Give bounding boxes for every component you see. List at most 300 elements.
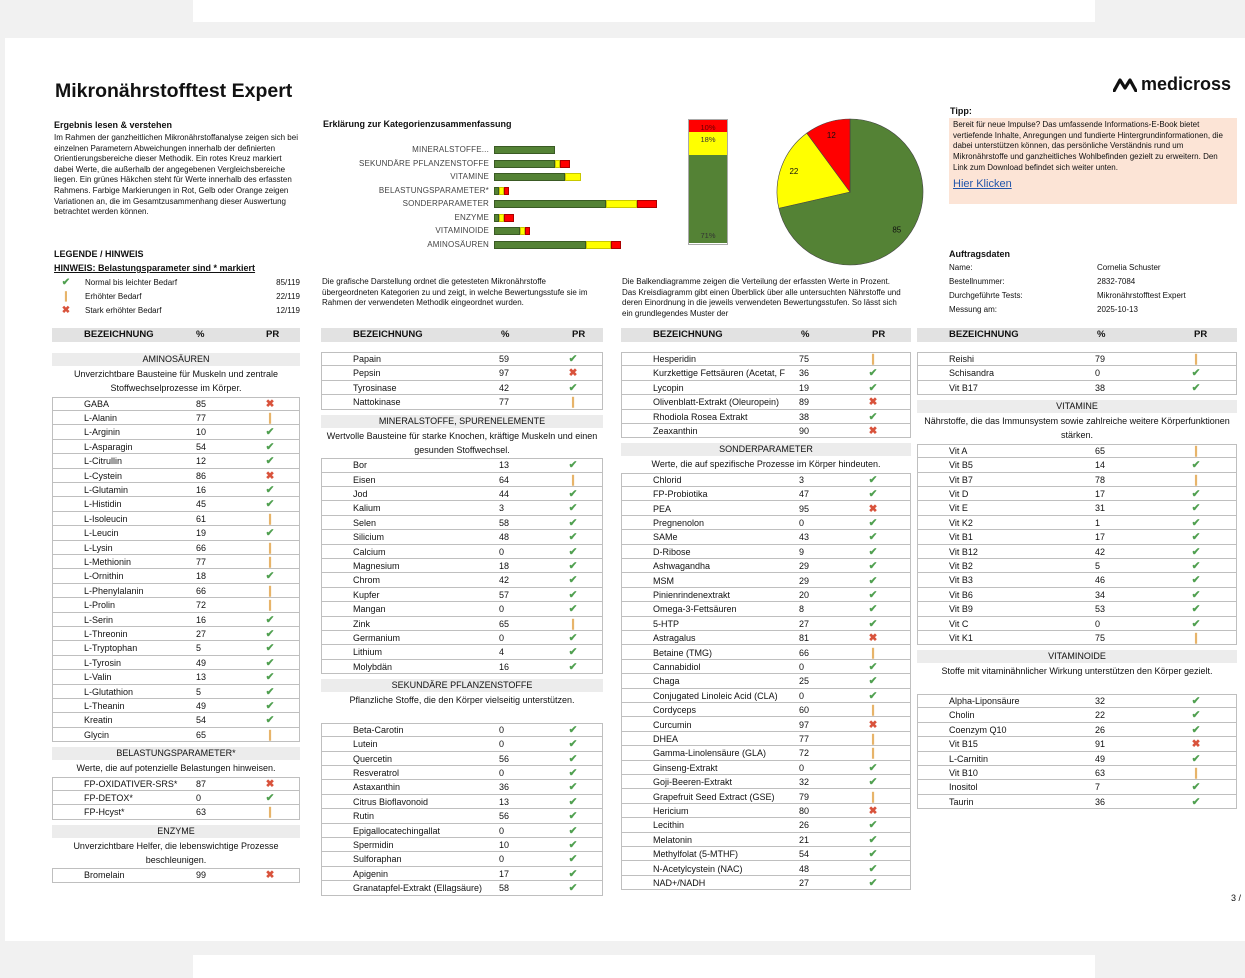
nutrient-name: Vit B5	[949, 460, 973, 471]
table-row	[52, 411, 300, 425]
check-icon: ✔	[1191, 781, 1201, 794]
check-icon: ✔	[868, 660, 878, 673]
nutrient-percent: 38	[799, 411, 810, 422]
bar-segment	[637, 200, 657, 208]
warning-icon: ❙	[868, 747, 878, 760]
nutrient-name: Eisen	[353, 474, 376, 485]
nutrient-percent: 49	[196, 701, 207, 711]
nutrient-name: Melatonin	[653, 834, 693, 845]
check-icon: ✔	[265, 440, 275, 453]
check-icon: ✔	[568, 723, 578, 736]
nutrient-name: Zink	[353, 618, 371, 629]
table-row	[621, 833, 911, 847]
bar-category-label: VITAMINOIDE	[435, 226, 489, 235]
nutrient-percent: 13	[499, 796, 510, 807]
warning-icon: ❙	[265, 541, 275, 554]
nutrient-name: L-Tyrosin	[84, 657, 122, 668]
check-icon: ✔	[868, 617, 878, 630]
cross-icon: ✖	[61, 305, 71, 316]
nutrient-name: Hericium	[653, 805, 689, 816]
nutrient-percent: 18	[196, 571, 207, 582]
table-row	[321, 780, 603, 794]
category-summary-description: Die grafische Darstellung ordnet die getesteten Mikronährstoffe übergeordneten Kategorien zu und zeigt, in welche Bewertungsstufe sie im Rahmen der verwendeten Methodik eingeordnet wurden.	[322, 277, 588, 308]
check-icon: ✔	[1191, 516, 1201, 529]
check-icon: ✔	[265, 685, 275, 698]
table-row	[917, 617, 1237, 631]
nutrient-name: L-Methionin	[84, 557, 132, 567]
check-icon: ✔	[868, 488, 878, 501]
table-row	[52, 598, 300, 612]
check-icon: ✔	[568, 632, 578, 644]
nutrient-name: L-Theanin	[84, 701, 125, 711]
nutrient-name: FP-DETOX*	[84, 792, 133, 803]
check-icon: ✔	[1191, 574, 1201, 587]
nutrient-name: Pregnenolon	[653, 517, 705, 528]
table-row	[52, 454, 300, 468]
nutrient-percent: 66	[196, 585, 207, 596]
nutrient-name: Calcium	[353, 546, 386, 557]
table-row	[621, 804, 911, 818]
table-header	[621, 328, 911, 342]
table-row	[917, 780, 1237, 794]
section-description: Stoffe mit vitaminähnlicher Wirkung unterstützen den Körper gezielt.	[941, 666, 1213, 677]
table-row	[621, 674, 911, 688]
nutrient-name: Ashwagandha	[653, 561, 711, 572]
nutrient-name: Mangan	[353, 604, 386, 615]
check-icon: ✔	[568, 767, 578, 779]
table-row	[321, 501, 603, 515]
tip-title: Tipp:	[950, 106, 972, 116]
nutrient-percent: 57	[499, 589, 510, 600]
check-icon: ✔	[265, 714, 275, 727]
legend-item	[54, 276, 300, 290]
table-row	[321, 473, 603, 487]
check-icon: ✔	[868, 588, 878, 601]
check-icon: ✔	[1191, 795, 1201, 808]
percentage-segment	[689, 120, 727, 132]
table-row	[52, 584, 300, 598]
nutrient-percent: 16	[196, 614, 207, 625]
table-row	[917, 631, 1237, 645]
check-icon: ✔	[1191, 617, 1201, 630]
nutrient-percent: 17	[1095, 532, 1106, 543]
nutrient-percent: 0	[499, 546, 505, 557]
warning-icon: ❙	[868, 353, 878, 365]
tip-box	[949, 118, 1237, 204]
order-key: Messung am:	[949, 305, 998, 314]
nutrient-percent: 54	[196, 715, 207, 726]
table-row	[52, 512, 300, 526]
legend-label: Erhöhter Bedarf	[85, 292, 142, 301]
check-icon: ✔	[868, 381, 878, 394]
percentage-label: 10%	[700, 123, 716, 132]
table-row	[917, 708, 1237, 722]
nutrient-percent: 0	[499, 854, 505, 865]
table-row	[917, 737, 1237, 751]
check-icon: ✔	[868, 545, 878, 558]
table-row	[321, 795, 603, 809]
nutrient-name: L-Ornithin	[84, 571, 124, 582]
nutrient-percent: 18	[499, 561, 510, 571]
nutrient-percent: 17	[499, 868, 510, 879]
check-icon: ✔	[265, 671, 275, 684]
check-icon: ✔	[568, 824, 578, 837]
nutrient-name: Vit B17	[949, 382, 978, 393]
nutrient-percent: 97	[499, 368, 510, 379]
table-row	[621, 545, 911, 559]
check-icon: ✔	[1191, 588, 1201, 601]
nutrient-percent: 10	[499, 840, 510, 850]
nutrient-percent: 0	[196, 792, 202, 803]
table-row	[621, 660, 911, 674]
check-icon: ✔	[868, 531, 878, 544]
table-row	[321, 752, 603, 766]
header-name: BEZEICHNUNG	[84, 329, 154, 340]
order-row	[949, 261, 1239, 275]
table-row	[321, 645, 603, 659]
warning-icon: ❙	[1191, 444, 1201, 457]
table-row	[321, 573, 603, 587]
legend-label: Normal bis leichter Bedarf	[85, 278, 178, 287]
nutrient-name: PEA	[653, 503, 672, 514]
table-row	[917, 501, 1237, 515]
order-value: Mikronährstofftest Expert	[1097, 291, 1186, 300]
table-row	[917, 366, 1237, 380]
nutrient-name: Conjugated Linoleic Acid (CLA)	[653, 690, 778, 701]
warning-icon: ❙	[265, 728, 275, 741]
nutrient-percent: 36	[499, 782, 510, 793]
table-row	[52, 425, 300, 439]
table-row	[52, 440, 300, 454]
check-icon: ✔	[265, 426, 275, 439]
nutrient-name: Olivenblatt-Extrakt (Oleuropein)	[653, 397, 780, 408]
nutrient-name: Lecithin	[653, 820, 685, 831]
nutrient-percent: 26	[799, 820, 810, 831]
nutrient-name: L-Glutathion	[84, 686, 134, 697]
check-icon: ✔	[1191, 545, 1201, 558]
nutrient-name: Cordyceps	[653, 705, 697, 716]
table-row	[52, 713, 300, 727]
nutrient-name: Astragalus	[653, 633, 696, 644]
check-icon: ✔	[568, 516, 578, 529]
percentage-segment	[689, 132, 727, 154]
nutrient-percent: 42	[499, 575, 510, 586]
nutrient-percent: 77	[196, 557, 207, 567]
check-icon: ✔	[568, 502, 578, 515]
nutrient-name: Resveratrol	[353, 768, 400, 778]
table-row	[621, 775, 911, 789]
check-icon: ✔	[265, 791, 275, 804]
cross-icon: ✖	[265, 397, 275, 410]
bar-segment	[494, 173, 565, 181]
table-row	[917, 766, 1237, 780]
table-row	[52, 641, 300, 655]
nutrient-percent: 45	[196, 499, 207, 510]
table-row	[52, 483, 300, 497]
nutrient-percent: 63	[1095, 768, 1106, 778]
nutrient-name: Gamma-Linolensäure (GLA)	[653, 748, 767, 759]
check-icon: ✔	[265, 613, 275, 626]
nutrient-percent: 66	[196, 542, 207, 553]
warning-icon: ❙	[868, 790, 878, 803]
check-icon: ✔	[265, 527, 275, 540]
table-row	[52, 541, 300, 555]
nutrient-name: SAMe	[653, 532, 678, 543]
check-icon: ✔	[868, 689, 878, 702]
nutrient-percent: 49	[1095, 753, 1106, 764]
nutrient-name: D-Ribose	[653, 546, 691, 557]
bar-segment	[504, 214, 514, 222]
nutrient-name: Magnesium	[353, 561, 400, 571]
nutrient-percent: 77	[799, 733, 810, 744]
nutrient-name: Quercetin	[353, 753, 393, 764]
nutrient-percent: 42	[1095, 546, 1106, 557]
nutrient-name: L-Histidin	[84, 499, 122, 510]
nutrient-percent: 49	[196, 657, 207, 668]
nutrient-name: Taurin	[949, 796, 974, 807]
nutrient-percent: 16	[499, 661, 510, 672]
nutrient-percent: 14	[1095, 460, 1106, 471]
nutrient-name: Inositol	[949, 782, 978, 793]
table-row	[321, 723, 603, 737]
order-row	[949, 275, 1239, 289]
table-header	[321, 328, 603, 342]
nutrient-percent: 87	[196, 778, 207, 789]
warning-icon: ❙	[1191, 632, 1201, 644]
nutrient-percent: 42	[499, 382, 510, 393]
nutrient-name: L-Threonin	[84, 629, 128, 639]
table-row	[52, 656, 300, 670]
nutrient-percent: 85	[196, 398, 207, 409]
nutrient-name: Citrus Bioflavonoid	[353, 796, 429, 807]
cross-icon: ✖	[868, 804, 878, 817]
table-row	[321, 737, 603, 751]
table-row	[621, 366, 911, 380]
check-icon: ✔	[868, 574, 878, 587]
bar-segment	[586, 241, 612, 249]
table-row	[321, 852, 603, 866]
check-icon: ✔	[868, 410, 878, 423]
nutrient-name: Astaxanthin	[353, 782, 401, 793]
check-icon: ✔	[265, 642, 275, 655]
table-row	[621, 424, 911, 438]
check-icon: ✔	[1191, 502, 1201, 515]
nutrient-percent: 0	[1095, 618, 1101, 629]
nutrient-percent: 56	[499, 811, 510, 822]
nutrient-name: Germanium	[353, 633, 401, 643]
nutrient-name: Kalium	[353, 503, 381, 514]
nutrient-name: L-Valin	[84, 672, 112, 683]
check-icon: ✔	[265, 656, 275, 669]
nutrient-percent: 5	[196, 686, 202, 697]
order-value: 2832-7084	[1097, 277, 1136, 286]
pie-value-label: 22	[789, 167, 799, 177]
nutrient-name: L-Leucin	[84, 528, 119, 539]
check-icon: ✔	[568, 560, 578, 572]
nutrient-percent: 21	[799, 834, 810, 845]
nutrient-name: Silicium	[353, 532, 385, 543]
nutrient-percent: 27	[799, 618, 810, 629]
nutrient-percent: 1	[1095, 517, 1101, 528]
tip-text: Bereit für neue Impulse? Das umfassende Informations-E-Book bietet vertiefende Inhalte, Anregungen und fundierte Hintergrundinformationen, die dabei unterstützen können, das persönliche Verständnis rund um Mikronährstoffe und ganzheitliches Wohlbefinden gezielt zu erweitern. Den Link zum Download befindet sich weiter unten.	[953, 120, 1223, 172]
nutrient-name: Apigenin	[353, 868, 389, 879]
nutrient-name: Hesperidin	[653, 354, 697, 364]
nutrient-percent: 32	[799, 777, 810, 788]
check-icon: ✔	[1191, 531, 1201, 544]
table-row	[621, 790, 911, 804]
section-description: Unverzichtbare Helfer, die lebenswichtige Prozesse beschleunigen.	[73, 840, 279, 865]
nutrient-name: Tyrosinase	[353, 382, 397, 393]
bar-segment	[525, 227, 530, 235]
table-row	[621, 602, 911, 616]
header-pr: PR	[572, 329, 586, 340]
table-row	[917, 530, 1237, 544]
nutrient-percent: 5	[196, 643, 202, 654]
nutrient-name: Chaga	[653, 676, 680, 687]
section-title: ENZYME	[52, 825, 300, 838]
table-row	[621, 818, 911, 832]
cross-icon: ✖	[265, 469, 275, 482]
nutrient-name: Kreatin	[84, 715, 113, 726]
table-row	[52, 670, 300, 684]
nutrient-percent: 8	[799, 604, 805, 615]
check-icon: ✔	[1191, 488, 1201, 500]
section-title: AMINOSÄUREN	[52, 353, 300, 366]
nutrient-percent: 13	[196, 672, 207, 683]
percentage-label: 71%	[700, 230, 716, 240]
nutrient-name: Granatapfel-Extrakt (Ellagsäure)	[353, 883, 483, 894]
nutrient-percent: 36	[1095, 796, 1106, 807]
table-row	[917, 559, 1237, 573]
table-row	[621, 516, 911, 530]
table-row	[321, 516, 603, 530]
nutrient-name: L-Phenylalanin	[84, 585, 144, 596]
warning-icon: ❙	[868, 732, 878, 745]
check-icon: ✔	[265, 498, 275, 511]
table-row	[621, 689, 911, 703]
table-header	[917, 328, 1237, 342]
nutrient-name: NAD+/NADH	[653, 877, 706, 888]
nutrient-percent: 44	[499, 489, 510, 499]
check-icon: ✔	[868, 675, 878, 688]
table-row	[621, 718, 911, 732]
table-row	[321, 588, 603, 602]
nutrient-name: L-Lysin	[84, 542, 113, 553]
ebook-download-link[interactable]: Hier Klicken	[953, 177, 1012, 190]
table-row	[917, 723, 1237, 737]
table-row	[52, 728, 300, 742]
table-row	[321, 458, 603, 472]
previous-page-edge	[193, 0, 1095, 22]
header-pr: PR	[266, 329, 280, 340]
nutrient-percent: 0	[799, 661, 805, 672]
cross-icon: ✖	[868, 502, 878, 515]
table-row	[321, 867, 603, 881]
check-icon: ✔	[568, 660, 578, 673]
warning-icon: ❙	[568, 396, 578, 409]
check-icon: ✔	[868, 560, 878, 573]
legend-item	[54, 304, 300, 318]
nutrient-percent: 75	[799, 354, 810, 364]
nutrient-name: Bor	[353, 460, 368, 471]
nutrient-percent: 4	[499, 647, 505, 658]
check-icon: ✔	[265, 484, 275, 496]
nutrient-percent: 29	[799, 575, 810, 586]
nutrient-percent: 0	[799, 762, 805, 773]
nutrient-percent: 72	[196, 600, 207, 611]
nutrient-name: Cholin	[949, 710, 975, 721]
table-row	[621, 876, 911, 890]
header-pr: PR	[1194, 329, 1208, 340]
nutrient-percent: 32	[1095, 696, 1106, 706]
bar-segment	[606, 200, 637, 208]
nutrient-percent: 79	[799, 791, 810, 802]
nutrient-percent: 48	[499, 532, 510, 543]
nutrient-percent: 79	[1095, 354, 1106, 364]
nutrient-name: L-Arginin	[84, 427, 121, 438]
table-row	[52, 805, 300, 819]
section-title: MINERALSTOFFE, SPURENELEMENTE	[321, 415, 603, 428]
check-icon: ✔	[568, 603, 578, 616]
table-row	[321, 559, 603, 573]
check-icon: ✔	[568, 459, 578, 472]
bar-segment	[494, 146, 555, 154]
warning-icon: ❙	[868, 646, 878, 659]
check-icon: ✔	[868, 761, 878, 774]
warning-icon: ❙	[265, 584, 275, 597]
table-row	[621, 732, 911, 746]
section-description: Nährstoffe, die das Immunsystem sowie zahlreiche weitere Körperfunktionen stärken.	[924, 416, 1230, 441]
table-row	[52, 791, 300, 805]
table-row	[917, 795, 1237, 809]
table-row	[621, 559, 911, 573]
nutrient-name: Cannabidiol	[653, 661, 701, 672]
nutrient-name: Epigallocatechingallat	[353, 825, 441, 836]
table-row	[621, 574, 911, 588]
check-icon: ✔	[568, 381, 578, 394]
nutrient-percent: 19	[196, 528, 207, 539]
chart-description: Die Balkendiagramme zeigen die Verteilung der erfassten Werte in Prozent. Das Kreisdiagramm gibt einen Überblick über alle untersuchten Nährstoffe und deren Einordnung in die jeweils verwendeten Bewertungsstufen. So lässt sich ein grundlegendes Muster der	[622, 277, 901, 318]
section-title: VITAMINOIDE	[917, 650, 1237, 663]
table-row	[917, 516, 1237, 530]
order-row	[949, 303, 1239, 317]
table-row	[321, 631, 603, 645]
cross-icon: ✖	[265, 869, 275, 882]
nutrient-name: Coenzym Q10	[949, 724, 1007, 735]
table-row	[321, 809, 603, 823]
check-icon: ✔	[568, 752, 578, 765]
nutrient-name: L-Asparagin	[84, 441, 133, 452]
section-title: SONDERPARAMETER	[621, 443, 911, 456]
nutrient-percent: 47	[799, 489, 810, 500]
table-row	[917, 352, 1237, 366]
nutrient-percent: 0	[499, 825, 505, 836]
table-row	[52, 555, 300, 569]
nutrient-percent: 77	[499, 397, 510, 408]
check-icon: ✔	[1191, 695, 1201, 707]
table-row	[621, 410, 911, 424]
nutrient-name: Betaine (TMG)	[653, 647, 713, 658]
nutrient-percent: 36	[799, 368, 810, 379]
warning-icon: ❙	[265, 556, 275, 568]
nutrient-percent: 12	[196, 456, 207, 467]
nutrient-name: N-Acetylcystein (NAC)	[653, 863, 743, 874]
nutrient-percent: 3	[499, 503, 505, 514]
nutrient-percent: 0	[499, 724, 505, 735]
header-name: BEZEICHNUNG	[353, 329, 423, 340]
nutrient-percent: 25	[799, 676, 810, 687]
bar-segment	[494, 227, 520, 235]
